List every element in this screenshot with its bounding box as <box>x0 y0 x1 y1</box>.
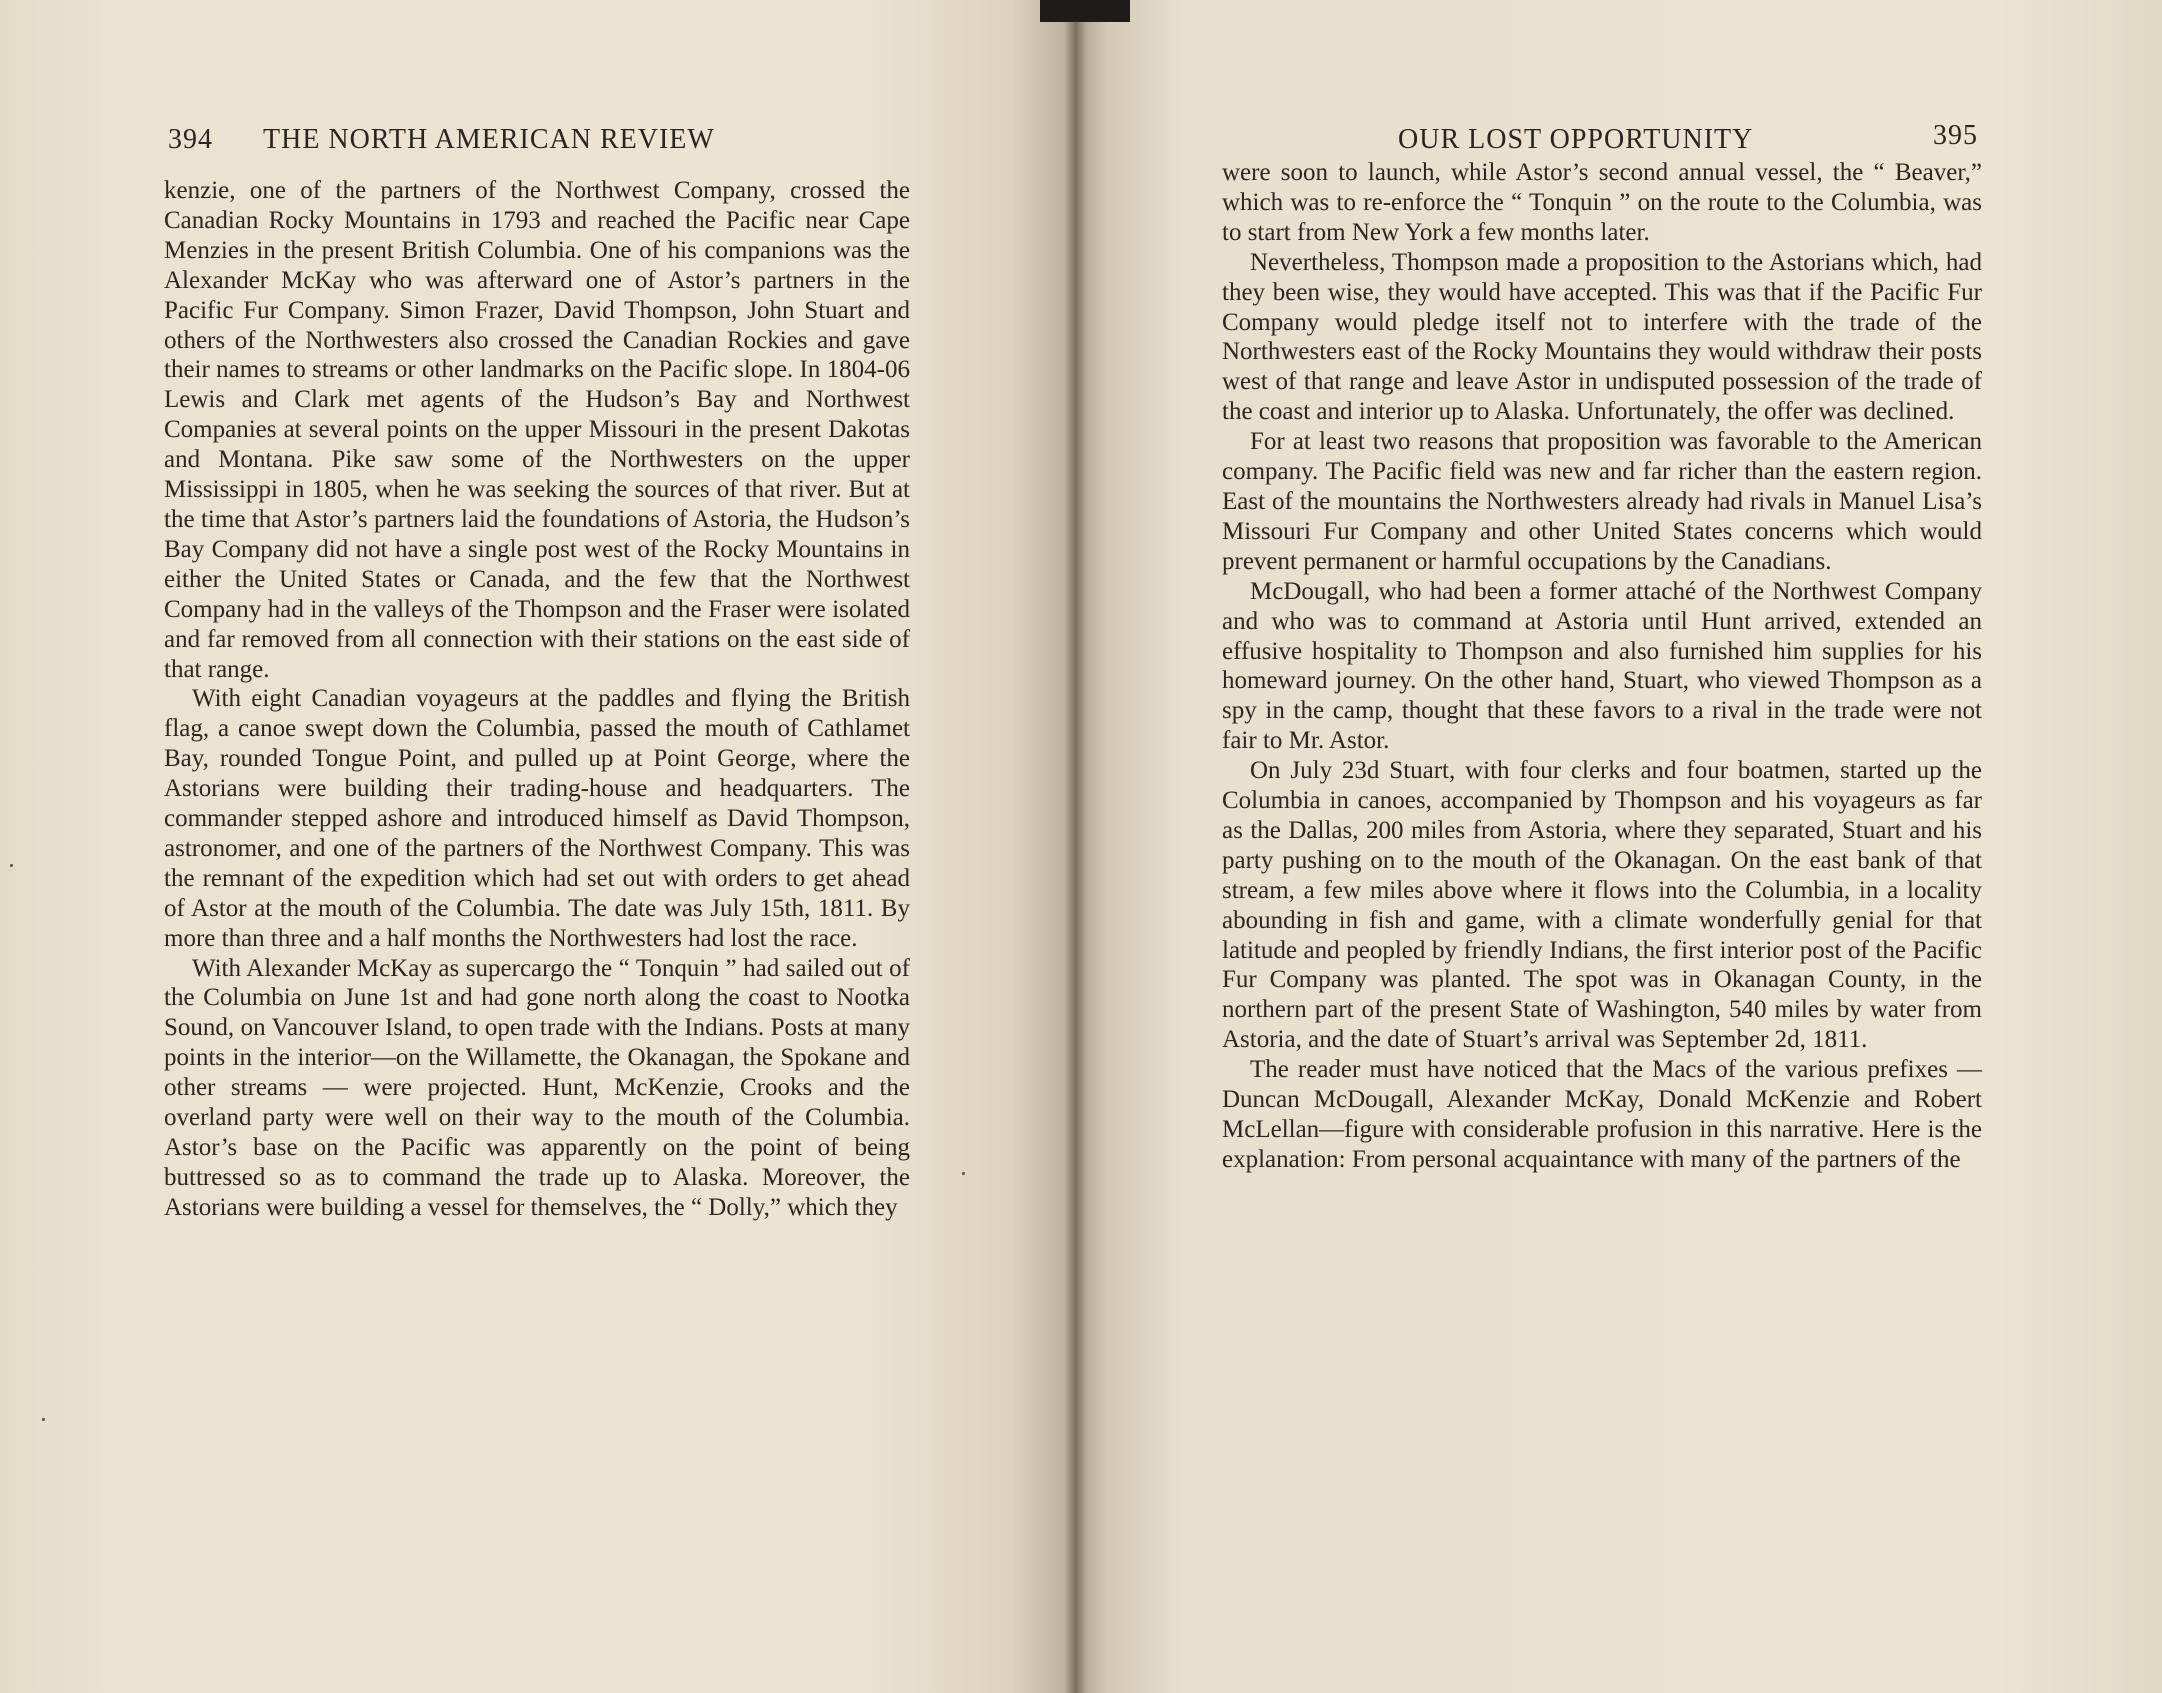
left-paragraph-1: kenzie, one of the partners of the Northwest Company, crossed the Canadian Rocky Mountains in 1793 and reached the Pacific near Cape Menzies in the present British Columbia. One of his companions was the Alexander McKay who was afterward one of Astor’s partners in the Pacific Fur Company. Simon Frazer, David Thompson, John Stuart and others of the Northwesters also crossed the Canadian Rockies and gave their names to streams or other landmarks on the Pacific slope. In 1804-06 Lewis and Clark met agents of the Hudson’s Bay and Northwest Companies at several points on the upper Missouri in the present Dakotas and Montana. Pike saw some of the Northwesters on the upper Mississippi in 1805, when he was seeking the sources of that river. But at the time that Astor’s partners laid the foundations of Astoria, the Hudson’s Bay Company did not have a single post west of the Rocky Mountains in either the United States or Canada, and the few that the Northwest Company had in the valleys of the Thompson and the Fraser were isolated and far removed from all connection with their stations on the east side of that range. <box>164 177 910 683</box>
left-page <box>0 0 1075 1693</box>
right-page-number: 395 <box>1933 120 1978 151</box>
paper-speck <box>962 1172 965 1175</box>
right-paragraph-2: Nevertheless, Thompson made a proposition to the Astorians which, had they been wise, they would have accepted. This was that if the Pacific Fur Company would pledge itself not to interfere with the trade of the Northwesters east of the Rocky Mountains they would withdraw their posts west of that range and leave Astor in undisputed possession of the trade of the coast and interior up to Alaska. Unfortunately, the offer was declined. <box>1222 248 1982 426</box>
spine-top-shadow <box>1040 0 1130 22</box>
right-body-text <box>1222 158 1982 1175</box>
right-paragraph-4: McDougall, who had been a former attaché of the Northwest Company and who was to command at Astoria until Hunt arrived, extended an effusive hospitality to Thompson and also furnished him supplies for his homeward journey. On the other hand, Stuart, who viewed Thompson as a spy in the camp, thought that these favors to a rival in the trade were not fair to Mr. Astor. <box>1222 577 1982 755</box>
right-running-head <box>1398 120 1978 156</box>
right-paragraph-1: were soon to launch, while Astor’s second annual vessel, the “ Beaver,” which was to re-enforce the “ Tonquin ” on the route to the Columbia, was to start from New York a few months later. <box>1222 159 1982 246</box>
right-paragraph-6: The reader must have noticed that the Macs of the various prefixes — Duncan McDougall, Alexander McKay, Donald McKenzie and Robert McLellan—figure with considerable profusion in this narrative. Here is the explanation: From personal acquaintance with many of the partners of the <box>1222 1056 1982 1173</box>
book-gutter <box>1064 0 1086 1693</box>
left-page-number: 394 <box>168 124 213 155</box>
right-paragraph-3: For at least two reasons that proposition was favorable to the American company. The Pacific field was new and far richer than the eastern region. East of the mountains the Northwesters already had rivals in Manuel Lisa’s Missouri Fur Company and other United States concerns which would prevent permanent or harmful occupations by the Canadians. <box>1222 428 1982 575</box>
right-paragraph-5: On July 23d Stuart, with four clerks and four boatmen, started up the Columbia in canoes, accompanied by Thompson and his voyageurs as far as the Dallas, 200 miles from Astoria, where they separated, Stuart and his party pushing on to the mouth of the Okanagan. On the east bank of that stream, a few miles above where it flows into the Columbia, in a locality abounding in fish and game, with a climate wonderfully genial for that latitude and peopled by friendly Indians, the first interior post of the Pacific Fur Company was planted. The spot was in Okanagan County, in the northern part of the present State of Washington, 540 miles by water from Astoria, and the date of Stuart’s arrival was September 2d, 1811. <box>1222 757 1982 1054</box>
paper-speck <box>42 1418 45 1421</box>
left-body-text <box>164 176 910 1223</box>
left-paragraph-2: With eight Canadian voyageurs at the paddles and flying the British flag, a canoe swept down the Columbia, passed the mouth of Cathlamet Bay, rounded Tongue Point, and pulled up at Point George, where the Astorians were building their trading-house and headquarters. The commander stepped ashore and introduced himself as David Thompson, astronomer, and one of the partners of the Northwest Company. This was the remnant of the expedition which had set out with orders to get ahead of Astor at the mouth of the Columbia. The date was July 15th, 1811. By more than three and a half months the Northwesters had lost the race. <box>164 685 910 952</box>
right-running-title: OUR LOST OPPORTUNITY <box>1398 124 1754 155</box>
paper-speck <box>10 864 13 867</box>
left-running-head <box>168 124 808 156</box>
left-paragraph-3: With Alexander McKay as supercargo the “ Tonquin ” had sailed out of the Columbia on June 1st and had gone north along the coast to Nootka Sound, on Vancouver Island, to open trade with the Indians. Posts at many points in the interior—on the Willamette, the Okanagan, the Spokane and other streams — were projected. Hunt, McKenzie, Crooks and the overland party were well on their way to the mouth of the Columbia. Astor’s base on the Pacific was apparently on the point of being buttressed so as to command the trade up to Alaska. Moreover, the Astorians were building a vessel for themselves, the “ Dolly,” which they <box>164 954 910 1221</box>
left-running-title: THE NORTH AMERICAN REVIEW <box>263 124 715 155</box>
